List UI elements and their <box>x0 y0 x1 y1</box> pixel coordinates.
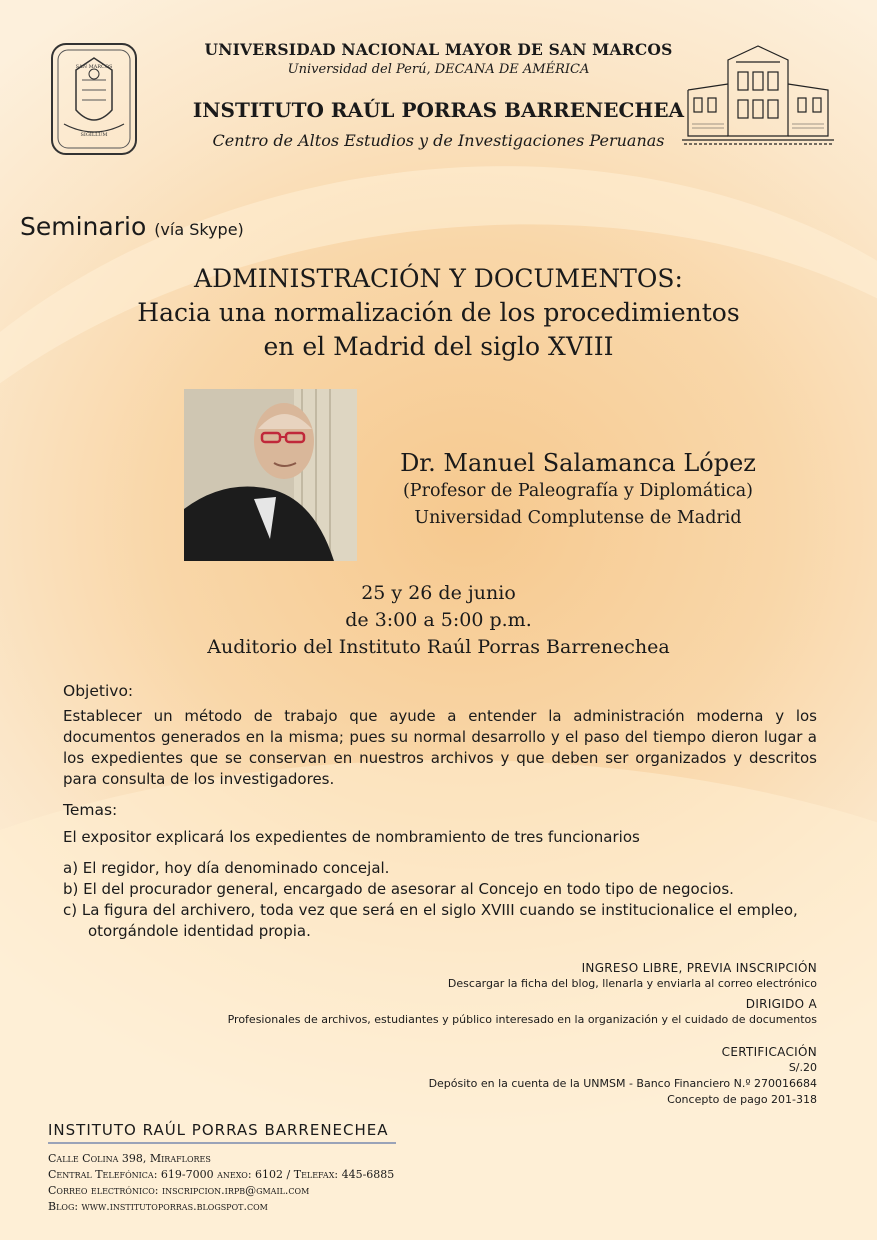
objective-heading: Objetivo: <box>63 682 134 700</box>
footer-divider <box>48 1142 396 1144</box>
certification-info <box>117 1044 817 1108</box>
speaker-block <box>372 448 784 532</box>
title-line-2: Hacia una normalización de los procedimientos <box>137 298 740 327</box>
footer-blog[interactable]: Blog: www.institutoporras.blogspot.com <box>48 1200 268 1213</box>
university-crest-logo <box>48 40 140 158</box>
list-item: b) El del procurador general, encargado de asesorar al Concejo en todo tipo de negocios. <box>63 880 734 898</box>
footer-institute: INSTITUTO RAÚL PORRAS BARRENECHEA <box>48 1121 389 1139</box>
audience-info <box>117 996 817 1028</box>
university-name: UNIVERSIDAD NACIONAL MAYOR DE SAN MARCOS <box>204 40 673 59</box>
event-dates: 25 y 26 de junio <box>361 582 516 604</box>
audience-text: Profesionales de archivos, estudiantes y público interesado en la organización y el cuidado de documentos <box>227 1013 817 1026</box>
speaker-affiliation: Universidad Complutense de Madrid <box>414 508 742 528</box>
topics-list <box>63 858 817 942</box>
institute-subtitle: Centro de Altos Estudios y de Investigaciones Peruanas <box>212 131 665 150</box>
list-item: c) La figura del archivero, toda vez que será en el siglo XVIII cuando se institucionalice el empleo, <box>63 901 798 919</box>
event-title <box>60 262 817 364</box>
event-kind-label: Seminario <box>20 212 147 241</box>
admission-text: Descargar la ficha del blog, llenarla y enviarla al correo electrónico <box>447 977 817 990</box>
admission-heading: INGRESO LIBRE, PREVIA INSCRIPCIÓN <box>581 961 817 975</box>
svg-text:SAN MARCOS: SAN MARCOS <box>75 64 113 70</box>
certification-deposit: Depósito en la cuenta de la UNMSM - Banco Financiero N.º 270016684 <box>428 1077 817 1090</box>
certification-price: S/.20 <box>788 1061 817 1074</box>
audience-heading: DIRIGIDO A <box>745 997 817 1011</box>
topics-intro: El expositor explicará los expedientes de nombramiento de tres funcionarios <box>63 828 640 846</box>
certification-concept: Concepto de pago 201-318 <box>667 1093 817 1106</box>
title-line-3: en el Madrid del siglo XVIII <box>263 332 614 361</box>
footer-contact <box>48 1151 394 1215</box>
university-subtitle: Universidad del Perú, DECANA DE AMÉRICA <box>287 62 590 77</box>
certification-heading: CERTIFICACIÓN <box>721 1045 817 1059</box>
event-time: de 3:00 a 5:00 p.m. <box>345 609 532 631</box>
svg-text:SIGILLUM: SIGILLUM <box>80 132 108 138</box>
admission-info <box>117 960 817 992</box>
list-item: a) El regidor, hoy día denominado concejal. <box>63 859 390 877</box>
footer-address: Calle Colina 398, Miraflores <box>48 1152 211 1165</box>
institute-name: INSTITUTO RAÚL PORRAS BARRENECHEA <box>192 98 685 122</box>
footer-email[interactable]: Correo electrónico: inscripcion.irpb@gmail.com <box>48 1184 310 1197</box>
event-mode: (vía Skype) <box>154 220 244 239</box>
objective-text: Establecer un método de trabajo que ayude a entender la administración moderna y los documentos generados en la misma; pues su normal desarrollo y el paso del tiempo dieron lugar a los expedientes que se conservan en nuestros archivos y que deben ser organizados y descritos para consulta de los investigadores. <box>63 707 817 788</box>
event-schedule <box>100 580 777 661</box>
speaker-name: Dr. Manuel Salamanca López <box>400 449 756 477</box>
event-venue: Auditorio del Instituto Raúl Porras Barrenechea <box>207 636 670 658</box>
footer-phones: Central Telefónica: 619-7000 anexo: 6102 / Telefax: 445-6885 <box>48 1168 395 1181</box>
list-item-continuation: otorgándole identidad propia. <box>88 922 311 940</box>
speaker-role: (Profesor de Paleografía y Diplomática) <box>402 481 754 501</box>
speaker-photo <box>184 389 357 561</box>
title-line-1: ADMINISTRACIÓN Y DOCUMENTOS: <box>194 264 683 293</box>
event-kind <box>20 212 244 241</box>
topics-heading: Temas: <box>63 801 118 819</box>
